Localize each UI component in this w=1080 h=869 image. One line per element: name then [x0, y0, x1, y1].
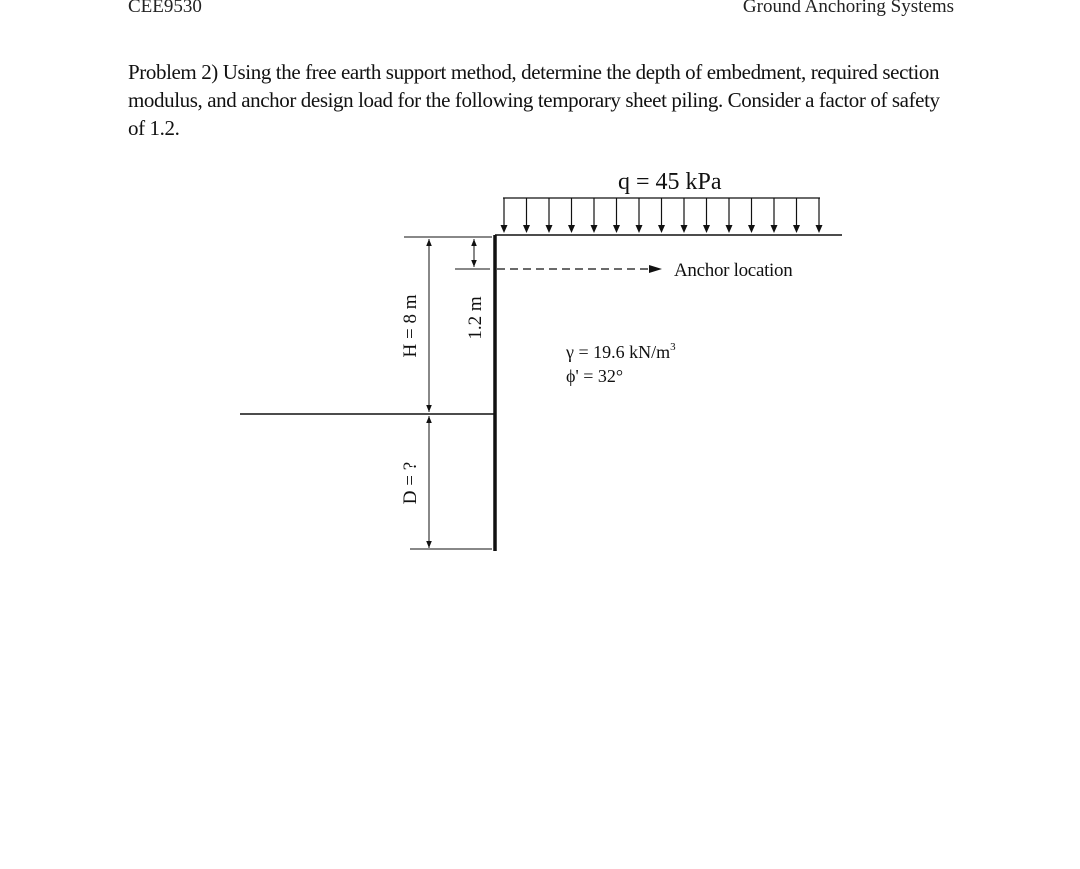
anchor-arrowhead	[649, 265, 662, 273]
unit-weight-label	[565, 341, 676, 362]
surcharge-arrowhead	[591, 225, 598, 233]
surcharge-arrowhead	[703, 225, 710, 233]
problem-text: Using the free earth support method, determine the depth of embedment, required section modulus, and anchor design load for the following temporary sheet piling. Consider a factor of safety of 1.2.	[128, 60, 940, 140]
embedment-label: D = ?	[400, 461, 421, 505]
surcharge-arrowhead	[658, 225, 665, 233]
height-label: H = 8 m	[400, 294, 421, 358]
unit-weight-text: γ = 19.6 kN/m	[566, 342, 671, 362]
surcharge-arrowhead	[546, 225, 553, 233]
problem-label: Problem 2)	[128, 60, 218, 84]
surcharge-arrowhead	[726, 225, 733, 233]
surcharge-label: q = 45 kPa	[618, 169, 722, 195]
surcharge-arrowhead	[681, 225, 688, 233]
surcharge-arrowhead	[748, 225, 755, 233]
surcharge-arrowhead	[613, 225, 620, 233]
anchor-depth-label: 1.2 m	[465, 296, 486, 340]
surcharge-arrows	[501, 198, 823, 233]
document-topic: Ground Anchoring Systems	[742, 0, 954, 17]
anchor-location-label: Anchor location	[674, 260, 793, 281]
unit-weight-exponent: 3	[670, 341, 676, 353]
surcharge-arrowhead	[501, 225, 508, 233]
surcharge-arrowhead	[636, 225, 643, 233]
surcharge-arrowhead	[523, 225, 530, 233]
surcharge-arrowhead	[793, 225, 800, 233]
surcharge-arrowhead	[816, 225, 823, 233]
course-code: CEE9530	[128, 0, 202, 17]
surcharge-arrowhead	[568, 225, 575, 233]
surcharge-arrowhead	[771, 225, 778, 233]
friction-angle-label: ϕ' = 32°	[566, 366, 624, 386]
